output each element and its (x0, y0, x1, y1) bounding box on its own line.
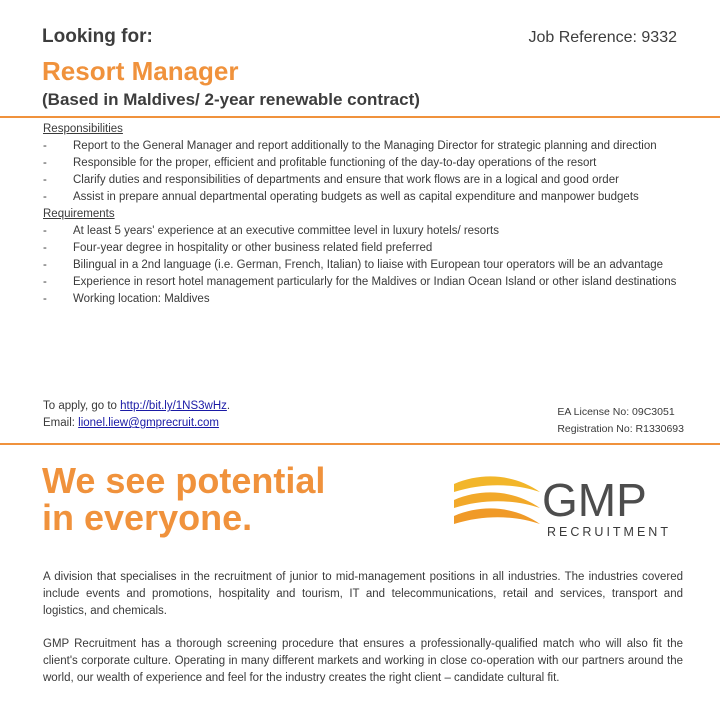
list-item: - Report to the General Manager and report additionally to the Managing Director for strategic planning and direction (43, 140, 657, 152)
responsibilities-heading: Responsibilities (43, 123, 123, 135)
apply-link[interactable]: http://bit.ly/1NS3wHz (120, 400, 227, 412)
email-link[interactable]: lionel.liew@gmprecruit.com (78, 417, 219, 429)
job-subtitle: (Based in Maldives/ 2-year renewable contract) (42, 90, 420, 109)
list-item: - Clarify duties and responsibilities of departments and ensure that work flows are in a logical and good order (43, 174, 619, 186)
list-item: - Experience in resort hotel management particularly for the Maldives or Indian Ocean Island or other island destinations (43, 276, 677, 288)
about-paragraph-1: A division that specialises in the recruitment of junior to mid-management positions in all industries. The industries covered include events and promotions, hospitality and tourism, IT and telecommunications, retail and services, transport and logistics, and chemicals. (43, 571, 683, 617)
ea-license: EA License No: 09C3051 (557, 406, 675, 418)
list-item: - Four-year degree in hospitality or other business related field preferred (43, 242, 433, 254)
list-item: - Bilingual in a 2nd language (i.e. German, French, Italian) to liaise with European tour operators will be an advantage (43, 259, 664, 271)
gmp-logo (452, 470, 677, 542)
list-item: - At least 5 years' experience at an executive committee level in luxury hotels/ resorts (43, 225, 499, 237)
job-reference: Job Reference: 9332 (528, 29, 677, 46)
swoosh-icon (454, 476, 540, 524)
job-details (43, 121, 683, 308)
bottom-divider (0, 443, 720, 445)
about-paragraph-2: GMP Recruitment has a thorough screening procedure that ensures a professionally-qualified match who will also fit the client's corporate culture. Operating in many different markets and working in close co-operation with our partners around the world, our wealth of experience and feel for the industry creates the right client – candidate cultural fit. (43, 638, 683, 684)
requirements-heading: Requirements (43, 208, 115, 220)
apply-info: To apply, go to http://bit.ly/1NS3wHz. Email: lionel.liew@gmprecruit.com (43, 400, 231, 429)
job-title: Resort Manager (42, 56, 239, 86)
tagline: We see potential in everyone. (42, 460, 326, 538)
list-item: - Working location: Maldives (43, 293, 210, 305)
logo-name: GMP (542, 474, 647, 526)
logo-subtitle: RECRUITMENT (547, 525, 671, 539)
list-item: - Responsible for the proper, efficient and profitable functioning of the day-to-day operations of the resort (43, 157, 597, 169)
looking-for-label: Looking for: (42, 26, 153, 47)
registration-number: Registration No: R1330693 (557, 423, 684, 435)
top-divider (0, 116, 720, 118)
license-info (557, 404, 684, 438)
list-item: - Assist in prepare annual departmental operating budgets as well as capital expenditure and manpower budgets (43, 191, 639, 203)
